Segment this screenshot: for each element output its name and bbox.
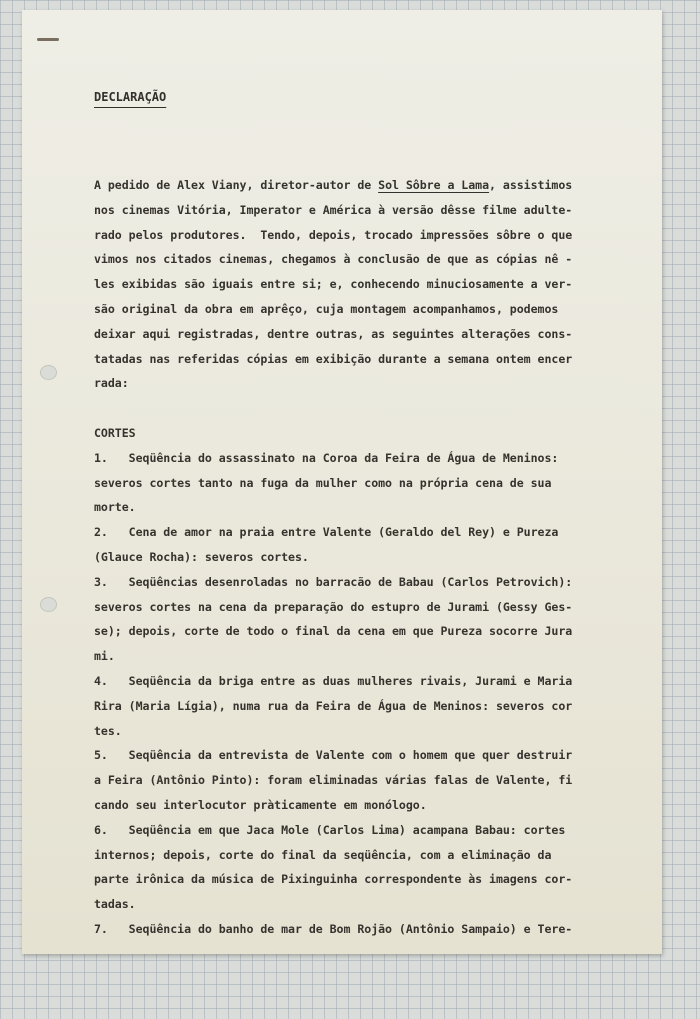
text-line: (Glauce Rocha): severos cortes. xyxy=(94,549,309,564)
text-line: les exibidas são iguais entre si; e, conhecendo minuciosamente a ver- xyxy=(94,277,573,292)
section-title: CORTES xyxy=(94,425,136,440)
document-body xyxy=(94,173,629,942)
punch-hole xyxy=(40,365,57,380)
text-line: cando seu interlocutor pràticamente em monólogo. xyxy=(94,797,427,812)
text-line: 4. Seqüência da briga entre as duas mulheres rivais, Jurami e Maria xyxy=(94,673,573,688)
document-heading: DECLARAÇÃO xyxy=(94,90,167,104)
text-line: 2. Cena de amor na praia entre Valente (Geraldo del Rey) e Pureza xyxy=(94,525,559,540)
text-line: Rira (Maria Lígia), numa rua da Feira de Água de Meninos: severos cor xyxy=(94,698,573,713)
text-line: 3. Seqüências desenroladas no barracão de Babau (Carlos Petrovich): xyxy=(94,574,573,589)
text-line: internos; depois, corte do final da seqüência, com a eliminação da xyxy=(94,847,552,862)
punch-hole xyxy=(40,597,57,612)
text-line: severos cortes tanto na fuga da mulher como na própria cena de sua xyxy=(94,475,552,490)
text-line: rado pelos produtores. Tendo, depois, trocado impressões sôbre o que xyxy=(94,227,573,242)
text-line: deixar aqui registradas, dentre outras, as seguintes alterações cons- xyxy=(94,326,573,341)
text-line: morte. xyxy=(94,500,136,515)
document-page xyxy=(22,10,662,954)
text-line: se); depois, corte de todo o final da cena em que Pureza socorre Jura xyxy=(94,624,573,639)
text-line: 6. Seqüência em que Jaca Mole (Carlos Lima) acampana Babau: cortes xyxy=(94,822,566,837)
film-title: Sol Sôbre a Lama xyxy=(378,178,490,192)
text-line xyxy=(94,396,629,421)
text-line: são original da obra em aprêço, cuja montagem acompanhamos, podemos xyxy=(94,301,559,316)
text-line: a Feira (Antônio Pinto): foram eliminadas várias falas de Valente, fi xyxy=(94,773,573,788)
text-line: A pedido de Alex Viany, diretor-autor de Sol Sôbre a Lama, assistimos xyxy=(94,178,573,192)
text-line: tadas. xyxy=(94,897,136,912)
text-line: 1. Seqüência do assassinato na Coroa da Feira de Água de Meninos: xyxy=(94,450,559,465)
text-line: 5. Seqüência da entrevista de Valente com o homem que quer destruir xyxy=(94,748,573,763)
text-line: mi. xyxy=(94,649,115,664)
text-line: parte irônica da música de Pixinguinha correspondente às imagens cor- xyxy=(94,872,573,887)
text-line: vimos nos citados cinemas, chegamos à conclusão de que as cópias nê - xyxy=(94,252,573,267)
text-line: nos cinemas Vitória, Imperator e América à versão dêsse filme adulte- xyxy=(94,202,573,217)
text-line: severos cortes na cena da preparação do estupro de Jurami (Gessy Ges- xyxy=(94,599,573,614)
ink-mark xyxy=(37,38,59,41)
text-line: rada: xyxy=(94,376,129,391)
text-line: tatadas nas referidas cópias em exibição durante a semana ontem encer xyxy=(94,351,573,366)
text-line: tes. xyxy=(94,723,122,738)
text-line: 7. Seqüência do banho de mar de Bom Rojão (Antônio Sampaio) e Tere- xyxy=(94,921,573,936)
